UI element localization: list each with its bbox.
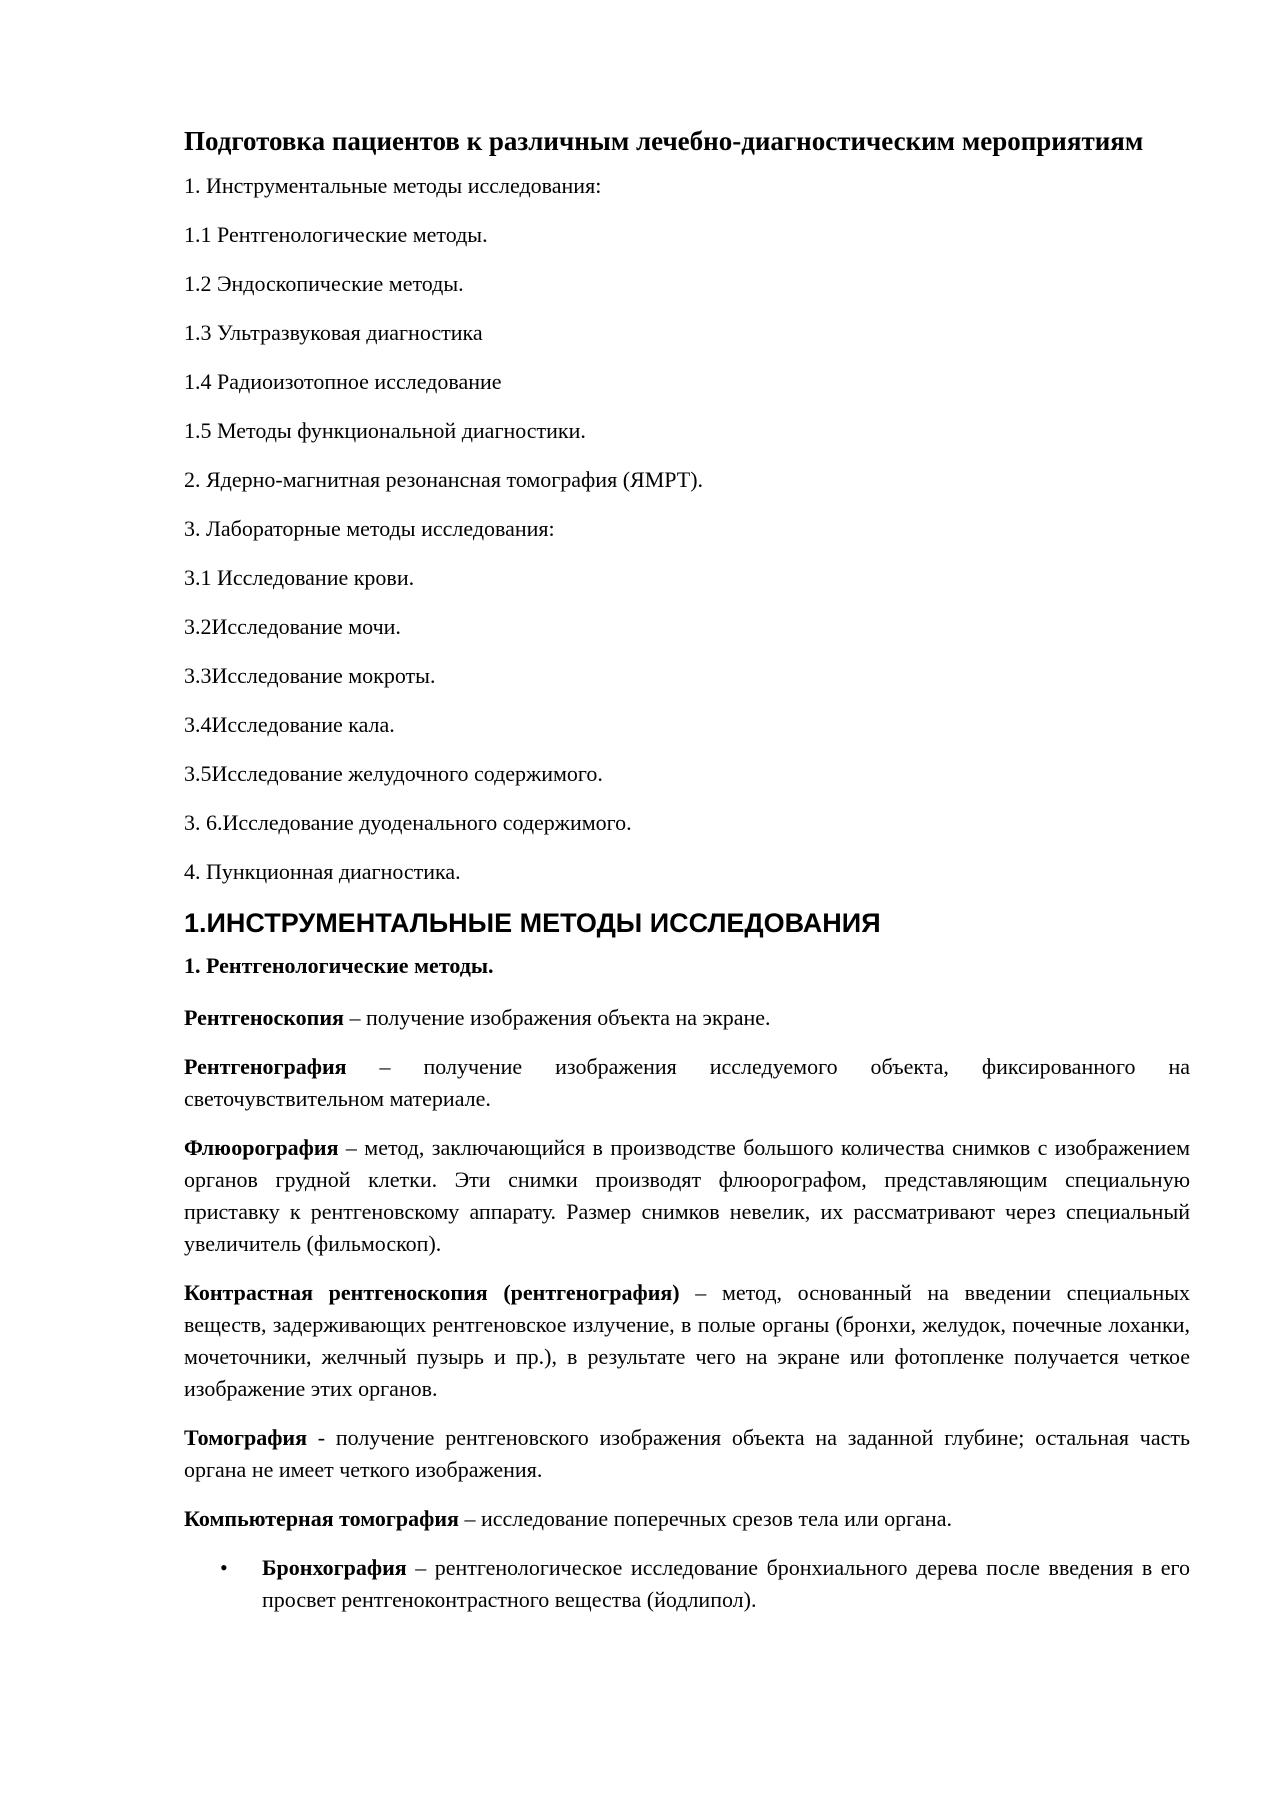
definition-text: – метод, основанный на введении специальных веществ, задерживающих рентгеновское излучение, в полые органы (бронхи, желудок, почечные лоханки, мочеточники, желчный пузырь и пр.), в результате чего на экране или фотопленке получается четкое изображение этих органов. <box>184 1280 1190 1401</box>
definition-paragraph <box>184 1051 1190 1115</box>
toc-item: 3.3Исследование мокроты. <box>184 663 436 688</box>
toc-item: 3.5Исследование желудочного содержимого. <box>184 761 603 786</box>
definition-term: Томография <box>184 1425 307 1450</box>
definition-term: Компьютерная томография <box>184 1506 459 1531</box>
definition-text: – получение изображения объекта на экране. <box>343 1005 771 1030</box>
toc-item: 1.4 Радиоизотопное исследование <box>184 369 502 394</box>
bullet-marker: • <box>220 1555 228 1580</box>
toc-item: 3. 6.Исследование дуоденального содержимого. <box>184 810 632 835</box>
toc-item: 1.3 Ультразвуковая диагностика <box>184 320 483 345</box>
toc-item: 3.4Исследование кала. <box>184 712 395 737</box>
toc-item: 3. Лабораторные методы исследования: <box>184 516 555 541</box>
definition-paragraph <box>184 1002 1190 1034</box>
toc-item: 1.1 Рентгенологические методы. <box>184 222 488 247</box>
toc-item: 3.2Исследование мочи. <box>184 614 401 639</box>
toc-item: 3.1 Исследование крови. <box>184 565 415 590</box>
toc-item: 1.2 Эндоскопические методы. <box>184 271 464 296</box>
bullet-text: – рентгенологическое исследование бронхиального дерева после введения в его просвет рентгеноконтрастного вещества (йодлипол). <box>262 1555 1190 1612</box>
toc-item: 1. Инструментальные методы исследования: <box>184 173 602 198</box>
document-page <box>184 122 1190 1616</box>
definition-term: Рентгенография <box>184 1054 347 1079</box>
document-title: Подготовка пациентов к различным лечебно-диагностическим мероприятиям <box>184 126 1144 156</box>
toc-list <box>184 173 1190 885</box>
definition-term: Флюорография <box>184 1135 339 1160</box>
definition-term: Рентгеноскопия <box>184 1005 344 1030</box>
definition-term: Контрастная рентгеноскопия (рентгенография) <box>184 1280 680 1305</box>
bullet-list-item <box>184 1552 1190 1616</box>
section-heading: 1.ИНСТРУМЕНТАЛЬНЫЕ МЕТОДЫ ИССЛЕДОВАНИЯ <box>184 908 881 938</box>
definition-text: – исследование поперечных срезов тела или органа. <box>458 1506 952 1531</box>
definition-paragraph <box>184 1132 1190 1260</box>
definition-text: – метод, заключающийся в производстве большого количества снимков с изображением органов грудной клетки. Эти снимки производят флюорографом, представляющим специальную приставку к рентгеновскому аппарату. Размер снимков невелик, их рассматривают через специальный увеличитель (фильмоскоп). <box>184 1135 1190 1256</box>
definition-text: - получение рентгеновского изображения объекта на заданной глубине; остальная часть органа не имеет четкого изображения. <box>184 1425 1190 1482</box>
toc-item: 4. Пункционная диагностика. <box>184 859 461 884</box>
bullet-term: Бронхография <box>262 1555 407 1580</box>
definition-text: – получение изображения исследуемого объекта, фиксированного на светочувствительном материале. <box>184 1054 1190 1111</box>
subsection-heading: 1. Рентгенологические методы. <box>184 953 494 978</box>
toc-item: 2. Ядерно-магнитная резонансная томография (ЯМРТ). <box>184 467 704 492</box>
definition-paragraph <box>184 1277 1190 1405</box>
definition-paragraph <box>184 1422 1190 1486</box>
definition-paragraph <box>184 1503 1190 1535</box>
toc-item: 1.5 Методы функциональной диагностики. <box>184 418 586 443</box>
